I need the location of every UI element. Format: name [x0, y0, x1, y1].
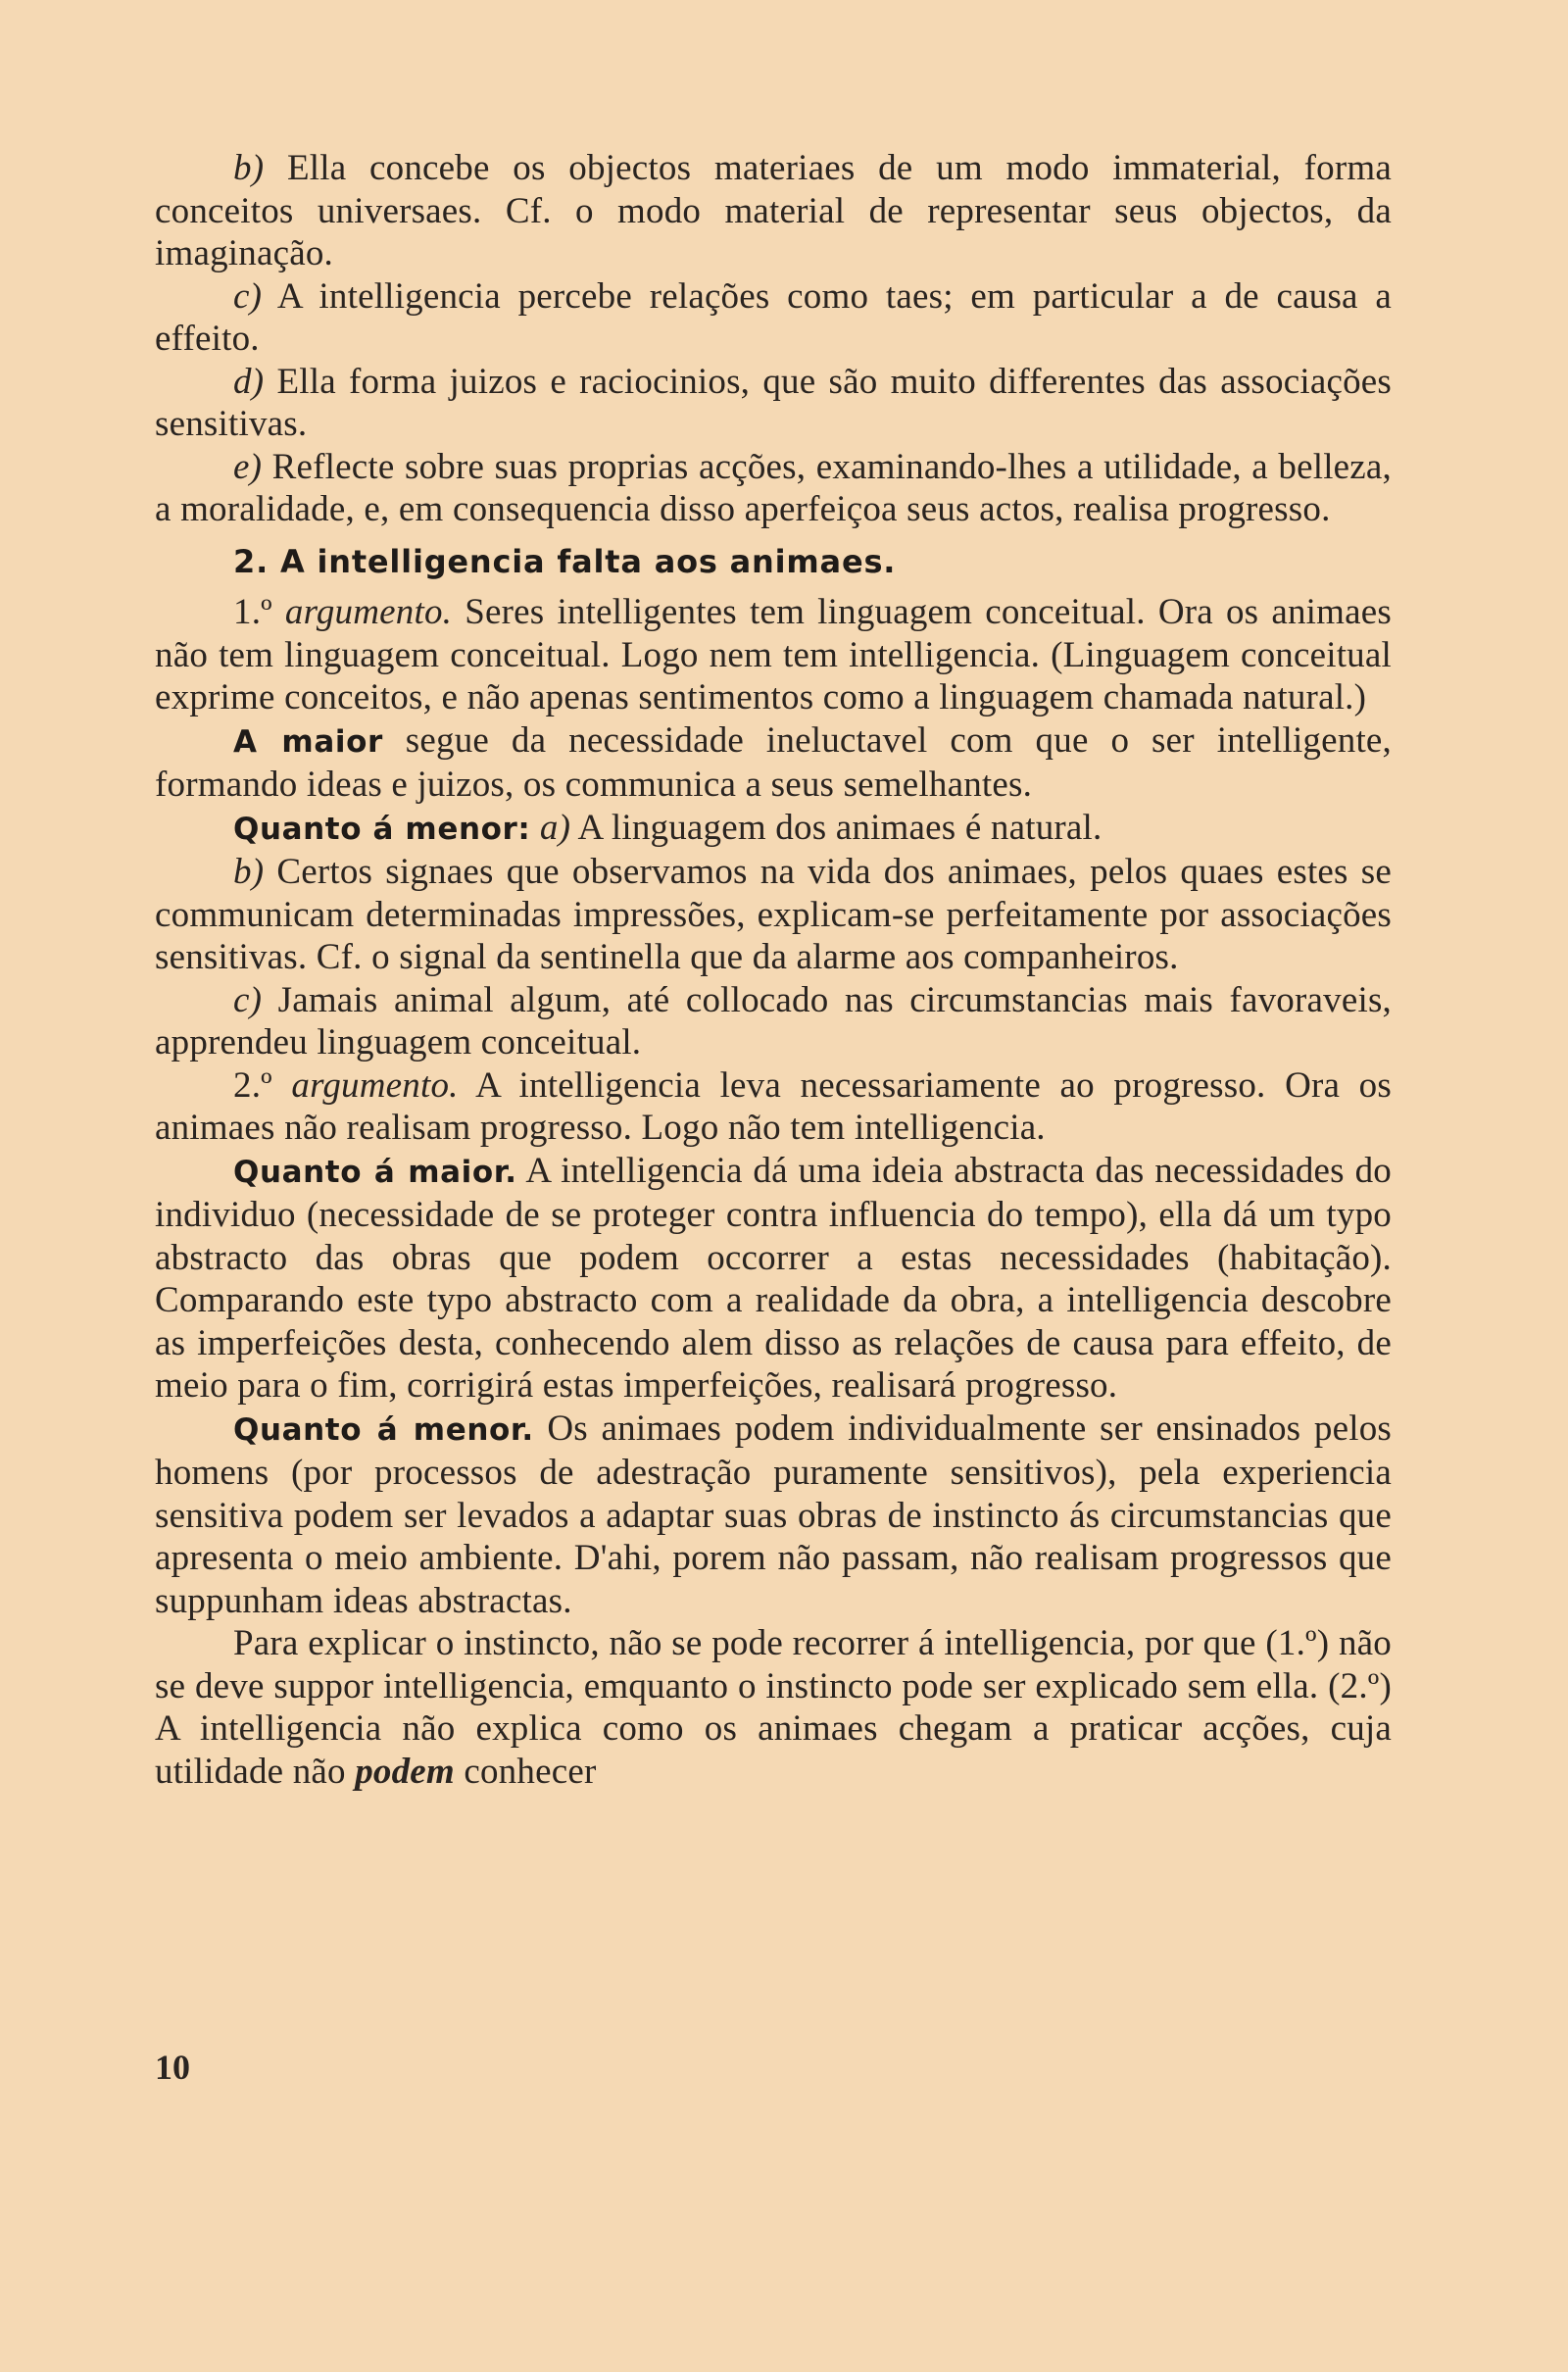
- major-premise-2: [155, 1150, 1392, 1408]
- list-marker: e): [233, 446, 263, 487]
- list-marker: b): [233, 852, 265, 892]
- premise-lead: Quanto á menor:: [233, 811, 531, 847]
- minor-premise-1c: [155, 979, 1392, 1064]
- paragraph-text: Ella forma juizos e raciocinios, que são muito differentes das associações sensitivas.: [155, 361, 1393, 444]
- minor-premise-1b: [155, 851, 1392, 979]
- major-premise-1: [155, 719, 1392, 807]
- minor-premise-1a: [155, 807, 1392, 852]
- premise-lead: A maior: [233, 723, 383, 760]
- instinct-paragraph: [155, 1622, 1392, 1793]
- premise-lead: Quanto á maior.: [233, 1154, 517, 1190]
- argument-number: 2.º: [233, 1064, 272, 1106]
- argument-1: [155, 591, 1392, 719]
- paragraph-b: [155, 147, 1392, 275]
- section-heading: 2. A intelligencia falta aos animaes.: [233, 542, 897, 580]
- list-marker: a): [539, 807, 571, 848]
- paragraph-c: [155, 275, 1392, 361]
- paragraph-text: A intelligencia percebe relações como taes; em particular a de causa a effeito.: [155, 275, 1392, 359]
- argument-2: [155, 1064, 1392, 1150]
- list-marker: b): [233, 148, 265, 188]
- paragraph-d: [155, 361, 1392, 446]
- paragraph-text: Seres intelligentes tem linguagem conceitual. Ora os animaes não tem linguagem conceitual. Logo nem tem intelligencia. (Linguagem conceitual exprime conceitos, e não apenas sentimentos como a linguagem chamada natural.): [155, 592, 1392, 717]
- paragraph-text: Os animaes podem individualmente ser ensinados pelos homens (por processos de adestração puramente sensitivos), pela experiencia sensitiva podem ser levados a adaptar suas obras de instincto ás circumstancias que apresenta o meio ambiente. D'ahi, porem não passam, não realisam progressos que suppunham ideas abstractas.: [155, 1408, 1393, 1621]
- paragraph-text: conhecer: [464, 1751, 597, 1792]
- paragraph-text: Para explicar o instincto, não se pode recorrer á intelligencia, por que (1.º) não se deve suppor intelligencia, emquanto o instincto pode ser explicado sem ella. (2.º) A intelligencia não explica como os animaes chegam a praticar acções, cuja utilidade não: [155, 1623, 1392, 1792]
- paragraph-text: Reflecte sobre suas proprias acções, examinando-lhes a utilidade, a belleza, a moralidade, e, em consequencia disso aperfeiçoa seus actos, realisa progresso.: [155, 446, 1393, 529]
- argument-label: argumento.: [284, 592, 453, 632]
- page-number: 10: [155, 2048, 190, 2087]
- book-page: [155, 147, 1392, 2284]
- argument-number: 1.º: [233, 592, 272, 632]
- minor-premise-2: [155, 1408, 1392, 1623]
- paragraph-text: A linguagem dos animaes é natural.: [577, 807, 1102, 848]
- premise-lead: Quanto á menor.: [233, 1411, 534, 1448]
- list-marker: d): [233, 361, 265, 402]
- paragraph-text: segue da necessidade ineluctavel com que o ser intelligente, formando ideas e juizos, os communica a seus semelhantes.: [155, 719, 1392, 805]
- paragraph-text: A intelligencia leva necessariamente ao progresso. Ora os animaes não realisam progresso. Logo não tem intelligencia.: [155, 1064, 1392, 1148]
- paragraph-e: [155, 446, 1392, 531]
- argument-label: argumento.: [291, 1064, 459, 1106]
- paragraph-text: Ella concebe os objectos materiaes de um modo immaterial, forma conceitos universaes. Cf. o modo material de representar seus objectos, da imaginação.: [155, 148, 1393, 273]
- emphasis-word: podem: [355, 1751, 455, 1792]
- paragraph-text: A intelligencia dá uma ideia abstracta das necessidades do individuo (necessidade de se proteger contra influencia do tempo), ella dá um typo abstracto das obras que podem occorrer a estas necessidades (habitação). Comparando este typo abstracto com a realidade da obra, a intelligencia descobre as imperfeições desta, conhecendo alem disso as relações de causa para effeito, de meio para o fim, corrigirá estas imperfeições, realisará progresso.: [155, 1150, 1392, 1406]
- list-marker: c): [233, 275, 263, 317]
- paragraph-text: Certos signaes que observamos na vida dos animaes, pelos quaes estes se communicam determinadas impressões, explicam-se perfeitamente por associações sensitivas. Cf. o signal da sentinella que da alarme aos companheiros.: [155, 852, 1392, 977]
- list-marker: c): [233, 979, 263, 1020]
- paragraph-text: Jamais animal algum, até collocado nas circumstancias mais favoraveis, apprendeu linguagem conceitual.: [155, 979, 1392, 1062]
